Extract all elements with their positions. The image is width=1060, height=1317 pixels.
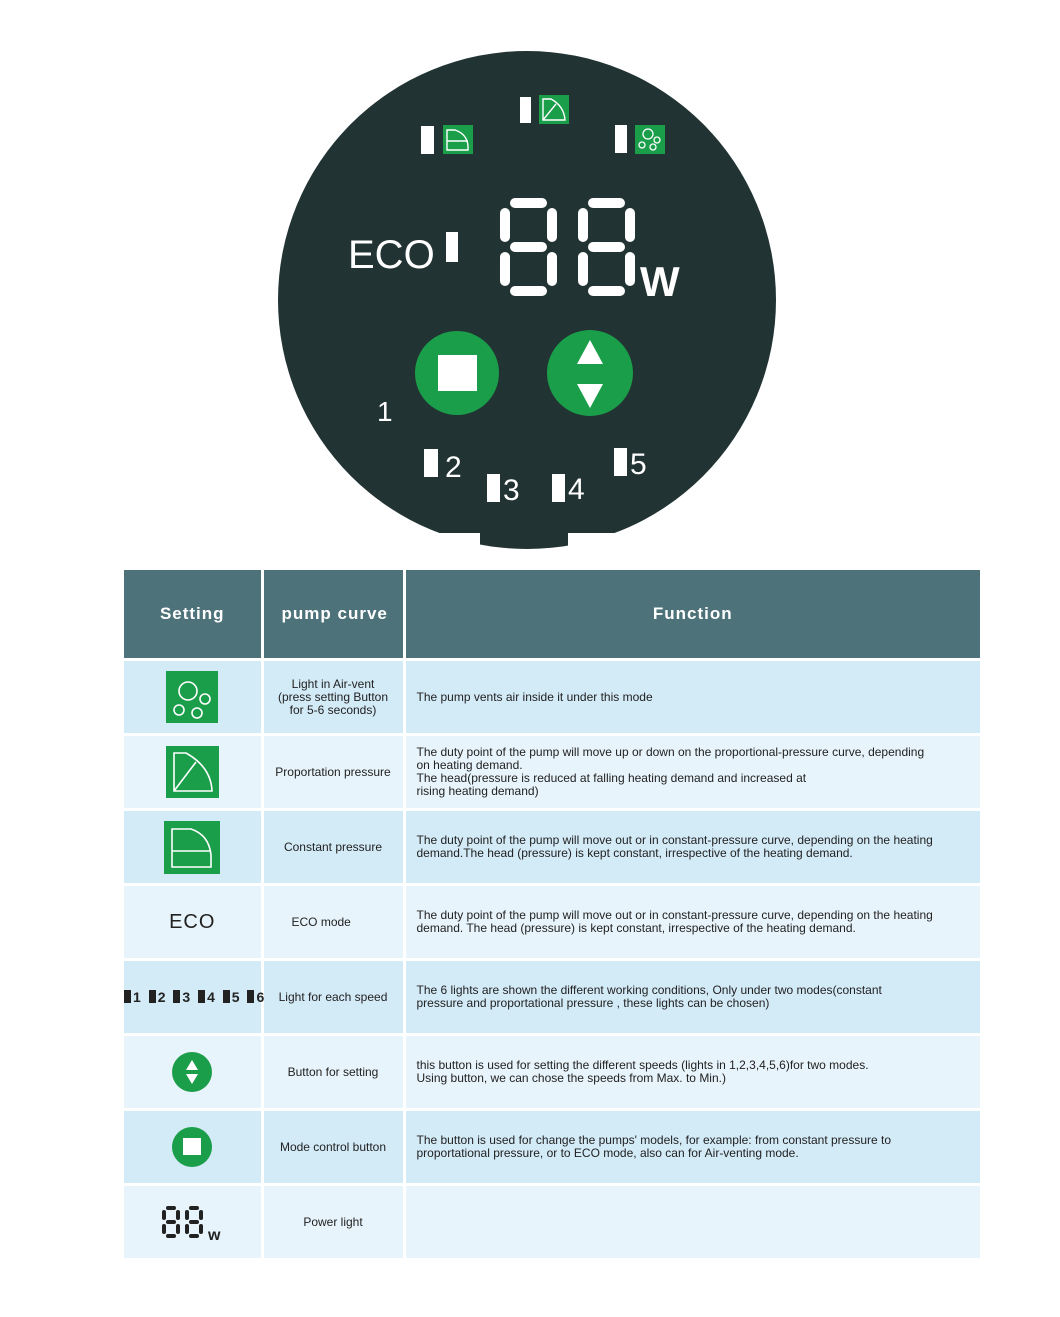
mode-control-button-icon (172, 1127, 212, 1167)
segment (547, 208, 557, 242)
speed-light-icon (149, 990, 156, 1003)
power-display-icon (160, 1202, 224, 1242)
curve-cell: Proportation pressure (262, 735, 404, 810)
table-row (124, 810, 980, 885)
table-header-row (124, 570, 980, 660)
segment (547, 252, 557, 286)
svg-text:2: 2 (445, 451, 462, 484)
segment (162, 1224, 166, 1234)
segment (185, 1210, 189, 1220)
segment (166, 1206, 176, 1210)
function-cell (404, 1185, 980, 1260)
header-function: Function (404, 570, 980, 660)
segment (500, 252, 510, 286)
segment (189, 1234, 199, 1238)
setting-cell (124, 660, 262, 735)
segment (578, 208, 588, 242)
setting-cell (124, 885, 262, 960)
speed-lights-strip: 1 2 3 4 5 6 (124, 989, 264, 1005)
setting-cell (124, 960, 265, 1035)
segment (588, 242, 625, 252)
setting-button-icon (172, 1052, 212, 1092)
indicator-air-vent (615, 125, 665, 154)
segment (588, 198, 625, 208)
segment (510, 198, 547, 208)
curve-cell: Constant pressure (262, 810, 404, 885)
speed-light-4 (552, 473, 585, 506)
eco-label: ECO (169, 910, 216, 933)
constant-pressure-icon (164, 821, 220, 874)
power-unit: W (640, 258, 680, 305)
segment (176, 1224, 180, 1234)
segment (176, 1210, 180, 1220)
segment (199, 1210, 203, 1220)
air-vent-icon (166, 671, 218, 723)
table-row (124, 1185, 980, 1260)
segment (500, 208, 510, 242)
segment (166, 1220, 176, 1224)
curve-cell: Button for setting (262, 1035, 404, 1110)
setting-button[interactable] (547, 330, 633, 416)
function-cell: The duty point of the pump will move up or down on the proportional-pressure curve, depending on heating demand. The head(pressure is reduced at falling heating demand and increased at rising heating demand) (404, 735, 980, 810)
segment (588, 286, 625, 296)
mini-power-unit: w (208, 1227, 221, 1242)
function-cell: this button is used for setting the different speeds (lights in 1,2,3,4,5,6)for two modes. Using button, we can chose the speeds from Max. to Min.) (404, 1035, 980, 1110)
svg-text:3: 3 (503, 474, 520, 507)
setting-cell (124, 1035, 262, 1110)
mini-seven-segment-88 (162, 1206, 203, 1238)
mini-digit-8 (185, 1206, 203, 1238)
indicator-proportional-pressure (520, 95, 569, 124)
speed-light-icon (198, 990, 205, 1003)
svg-text:5: 5 (630, 448, 647, 481)
segment (185, 1224, 189, 1234)
segment (578, 252, 588, 286)
segment (166, 1234, 176, 1238)
setting-cell (124, 1185, 262, 1260)
panel-face (278, 51, 776, 549)
segment (199, 1224, 203, 1234)
setting-cell (124, 810, 262, 885)
curve-cell: Light in Air-vent (press setting Button for 5-6 seconds) (262, 660, 404, 735)
pump-control-panel (0, 0, 1060, 560)
segment (189, 1206, 199, 1210)
setting-cell (124, 735, 262, 810)
setting-cell (124, 1110, 262, 1185)
curve-cell: ECO mode (262, 885, 404, 960)
eco-indicator-light (446, 232, 458, 262)
function-cell: The pump vents air inside it under this mode (404, 660, 980, 735)
table-row (124, 1110, 980, 1185)
curve-cell: Mode control button (262, 1110, 404, 1185)
header-setting: Setting (124, 570, 262, 660)
speed-light-icon (223, 990, 230, 1003)
curve-cell: Light for each speed (262, 960, 404, 1035)
proportional-pressure-icon (166, 746, 219, 798)
speed-light-icon (173, 990, 180, 1003)
segment (189, 1220, 199, 1224)
stop-square-icon (438, 355, 477, 391)
function-cell: The button is used for change the pumps' models, for example: from constant pressure to proportational pressure, or to ECO mode, also can for Air-venting mode. (404, 1110, 980, 1185)
table-row (124, 1035, 980, 1110)
segment (510, 286, 547, 296)
mini-digit-8 (162, 1206, 180, 1238)
eco-label: ECO (348, 233, 435, 277)
function-table (124, 570, 980, 1261)
curve-cell: Power light (262, 1185, 404, 1260)
mode-control-button[interactable] (415, 331, 499, 415)
table-row (124, 960, 980, 1035)
speed-light-icon (247, 990, 254, 1003)
header-pump-curve: pump curve (262, 570, 404, 660)
svg-text:4: 4 (568, 473, 585, 506)
segment (625, 208, 635, 242)
indicator-constant-pressure (421, 125, 473, 154)
function-cell: The duty point of the pump will move out or in constant-pressure curve, depending on the heating demand.The head (pressure) is kept constant, irrespective of the heating demand. (404, 810, 980, 885)
function-cell: The duty point of the pump will move out or in constant-pressure curve, depending on the heating demand. The head (pressure) is kept constant, irrespective of the heating demand. (404, 885, 980, 960)
speed-light-icon (124, 990, 131, 1003)
speed-label-1: 1 (377, 396, 393, 427)
segment (162, 1210, 166, 1220)
function-cell: The 6 lights are shown the different working conditions, Only under two modes(constant pressure and proportational pressure , these lights can be chosen) (404, 960, 980, 1035)
segment (625, 252, 635, 286)
table-row (124, 660, 980, 735)
segment (510, 242, 547, 252)
table-row (124, 735, 980, 810)
table-row (124, 885, 980, 960)
